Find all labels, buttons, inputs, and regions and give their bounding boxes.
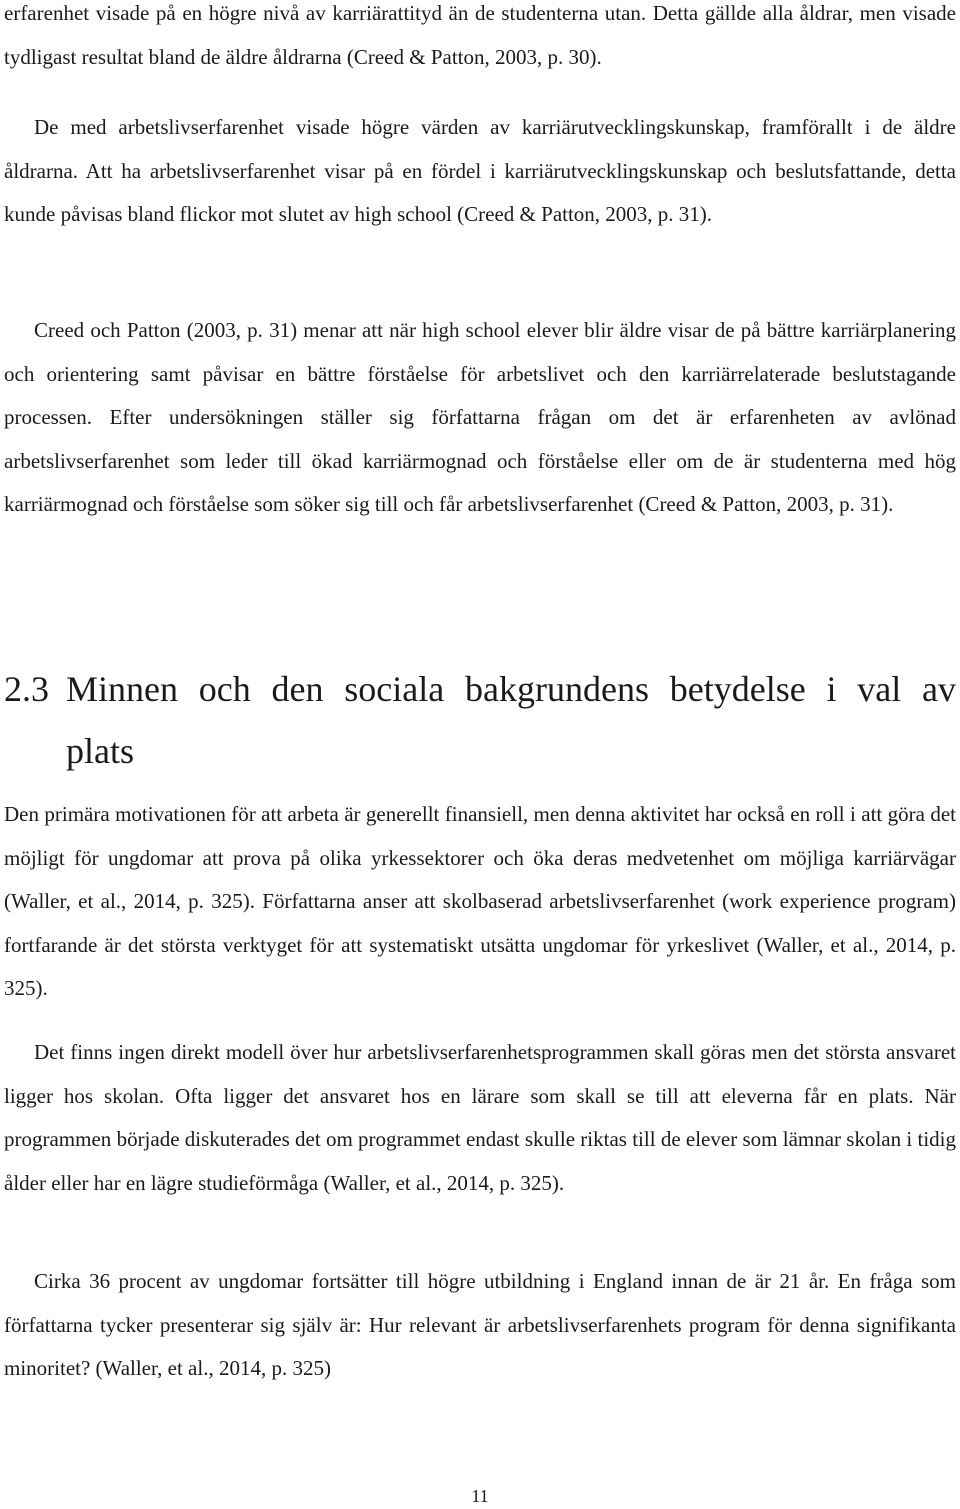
paragraph-4: Den primära motivationen för att arbeta är generellt finansiell, men denna aktivitet har också en roll i att göra det möjligt för ungdomar att prova på olika yrkessektorer och öka deras medvetenhet om möjliga karriärvägar (Waller, et al., 2014, p. 325). Författarna anser att skolbaserad arbetslivserfarenhet (work experience program) fortfarande är det största verktyget för att systematiskt utsätta ungdomar för yrkeslivet (Waller, et al., 2014, p. 325). xyxy=(4,802,956,1000)
paragraph-2: De med arbetslivserfarenhet visade högre värden av karriärutvecklingskunskap, framförallt i de äldre åldrarna. Att ha arbetslivserfarenhet visar på en fördel i karriärutvecklingskunskap och beslutsfattande, detta kunde påvisas bland flickor mot slutet av high school (Creed & Patton, 2003, p. 31). xyxy=(4,115,956,226)
paragraph-5: Det finns ingen direkt modell över hur arbetslivserfarenhetsprogrammen skall göras men det största ansvaret ligger hos skolan. Ofta ligger det ansvaret hos en lärare som skall se till att eleverna får en plats. När programmen började diskuterades det om programmet endast skulle riktas till de elever som lämnar skolan i tidig ålder eller har en lägre studieförmåga (Waller, et al., 2014, p. 325). xyxy=(4,1040,956,1195)
section-title-part-1: Minnen och den sociala bakgrundens betydelse i val av xyxy=(66,669,956,709)
section-number: 2.3 xyxy=(4,669,49,709)
section-heading-line-1 xyxy=(4,658,956,720)
page-number: 11 xyxy=(471,1486,489,1506)
paragraph-6: Cirka 36 procent av ungdomar fortsätter till högre utbildning i England innan de är 21 år. En fråga som författarna tycker presenterar sig själv är: Hur relevant är arbetslivserfarenhets program för denna signifikanta minoritet? (Waller, et al., 2014, p. 325) xyxy=(4,1269,956,1380)
paragraph-3: Creed och Patton (2003, p. 31) menar att när high school elever blir äldre visar de på bättre karriärplanering och orientering samt påvisar en bättre förståelse för arbetslivet och den karriärrelaterade beslutstagande processen. Efter undersökningen ställer sig författarna frågan om det är erfarenheten av avlönad arbetslivserfarenhet som leder till ökad karriärmognad och förståelse eller om de är studenterna med hög karriärmognad och förståelse som söker sig till och får arbetslivserfarenhet (Creed & Patton, 2003, p. 31). xyxy=(4,318,956,516)
section-heading xyxy=(4,658,956,782)
section-title-part-2: plats xyxy=(66,731,134,771)
paragraph-1: erfarenhet visade på en högre nivå av karriärattityd än de studenterna utan. Detta gällde alla åldrar, men visade tydligast resultat bland de äldre åldrarna (Creed & Patton, 2003, p. 30). xyxy=(4,1,956,69)
